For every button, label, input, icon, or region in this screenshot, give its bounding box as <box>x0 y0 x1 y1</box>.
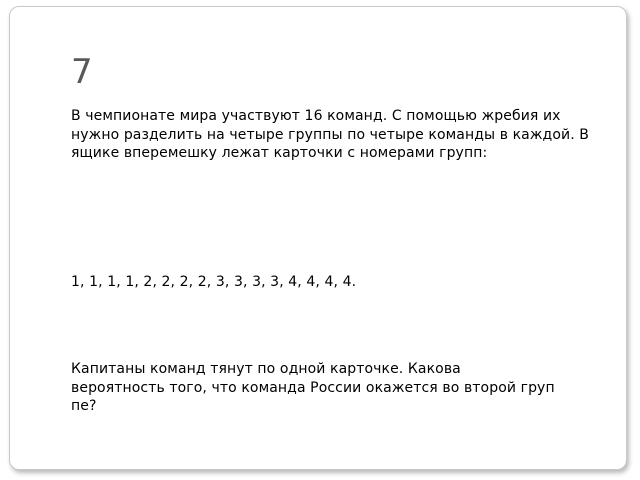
question-line-3: пе? <box>71 398 97 414</box>
question-text <box>71 360 611 416</box>
slide-number: 7 <box>71 52 93 92</box>
question-line-2: вероятность того, что команда России окажется во второй груп <box>71 379 555 396</box>
card-numbers-text: 1, 1, 1, 1, 2, 2, 2, 2, 3, 3, 3, 3, 4, 4, 4, 4. <box>71 274 357 290</box>
question-line-1: Капитаны команд тянут по одной карточке. Какова <box>71 361 461 377</box>
problem-intro-text: В чемпионате мира участвуют 16 команд. С помощью жребия их нужно разделить на четыре группы по четыре команды в каждой. В ящике вперемешку лежат карточки с номерами групп: <box>71 108 589 161</box>
